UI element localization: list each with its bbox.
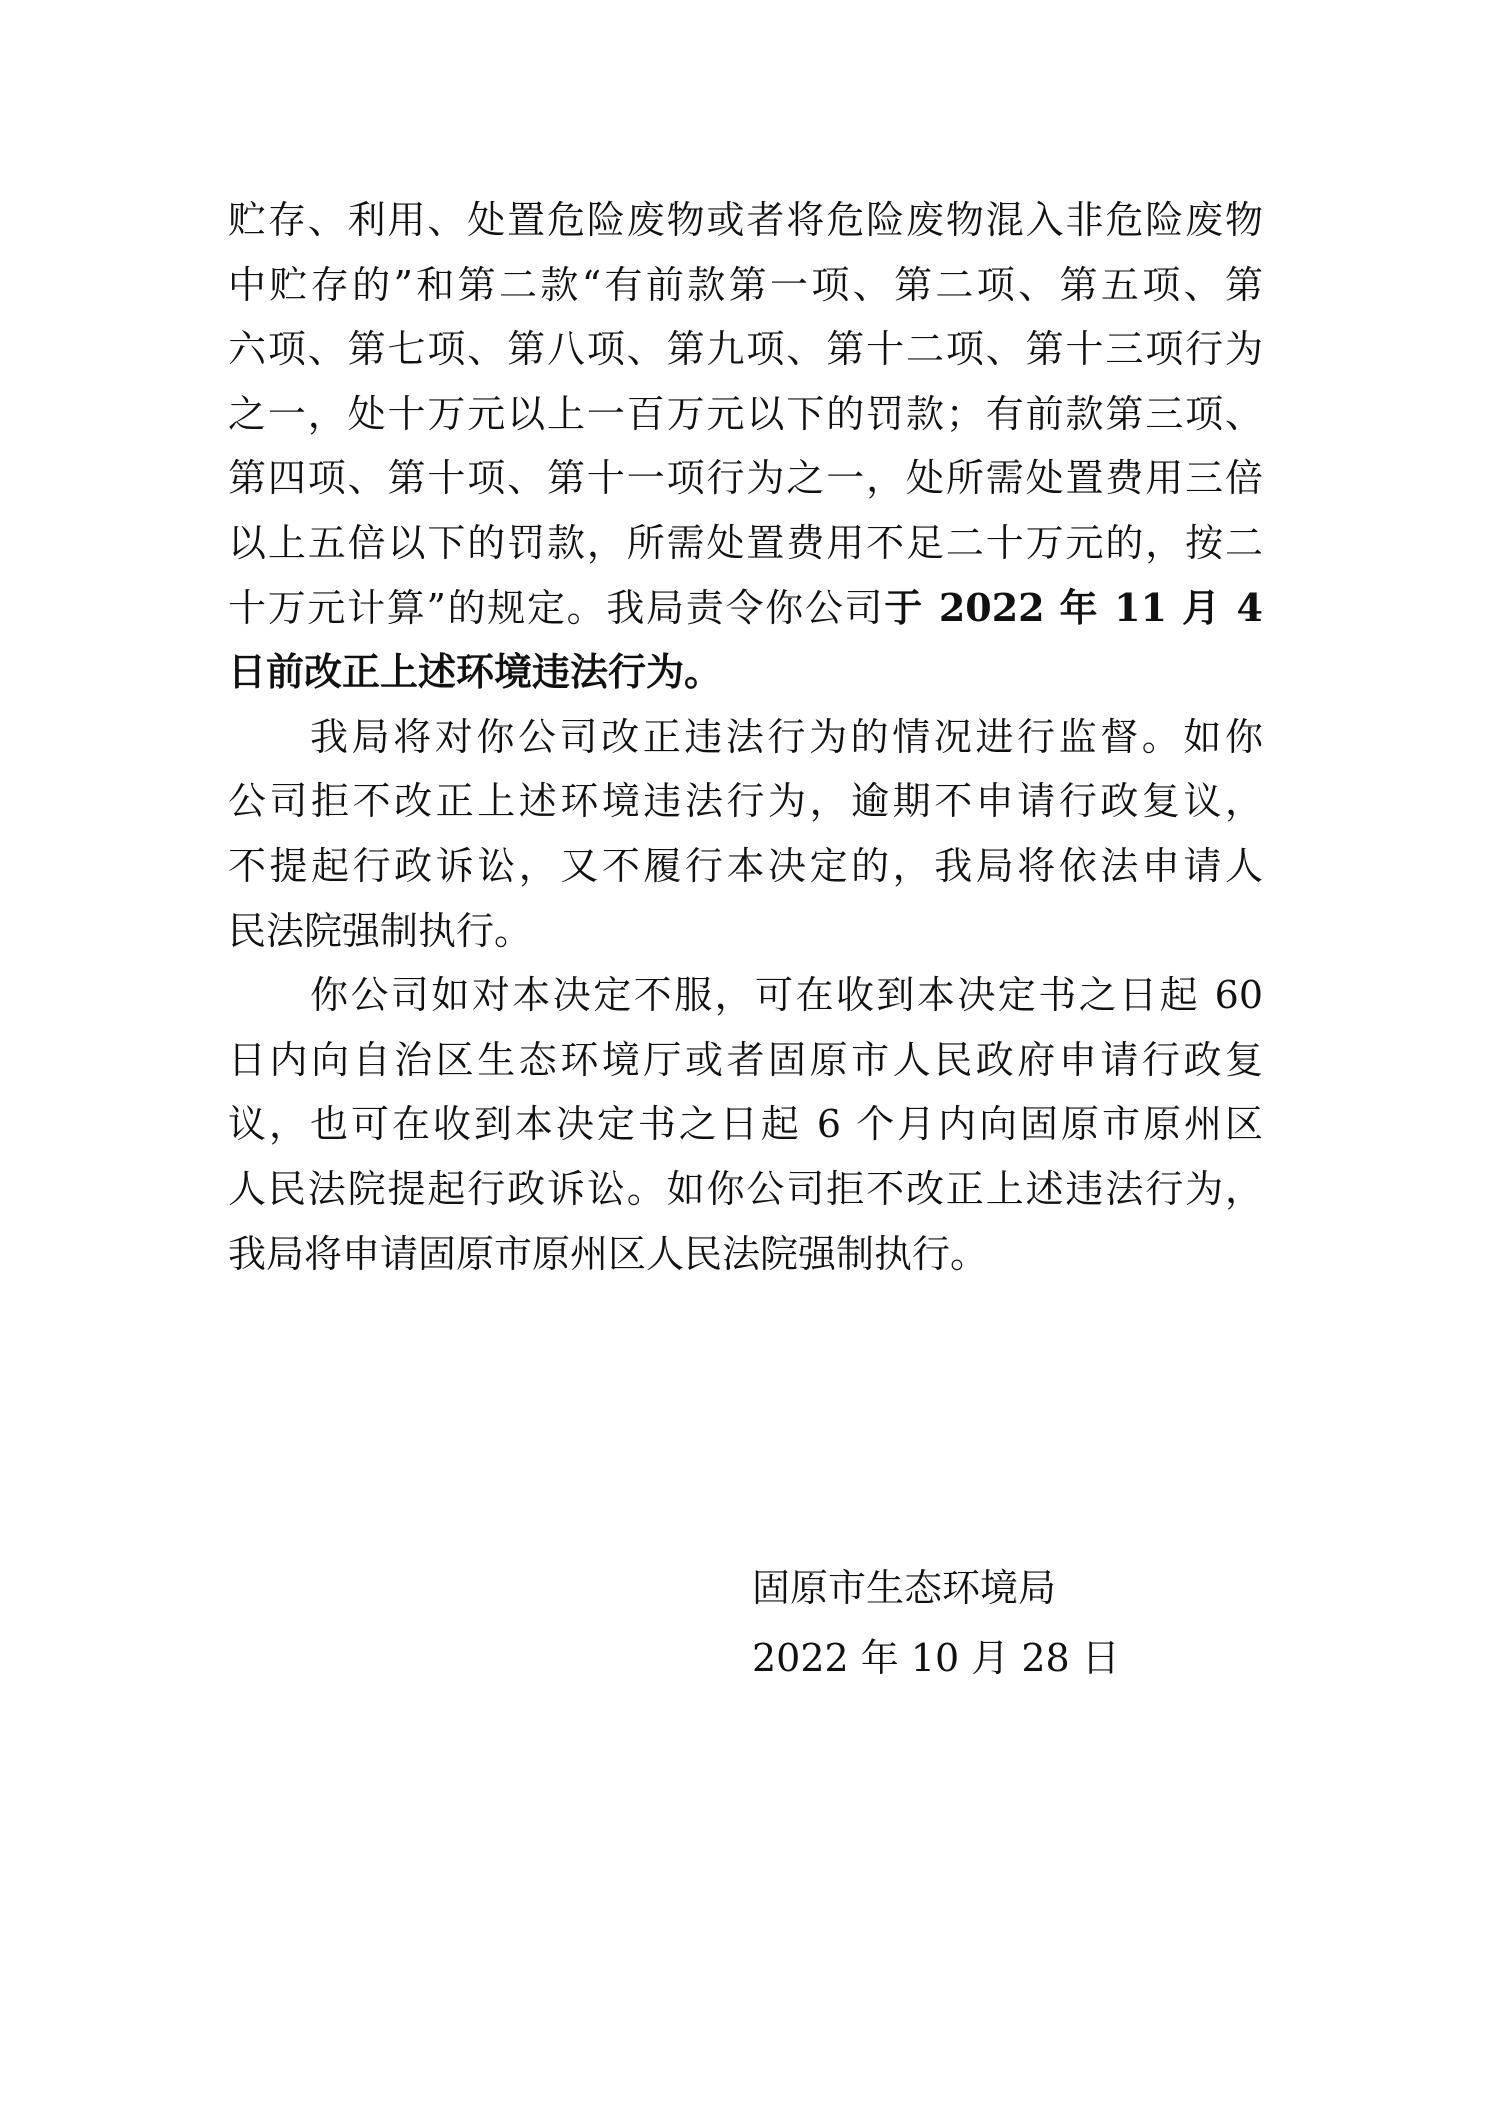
text-segment: 十万元计算”的规定。我局责令你公司 [228,585,885,630]
text-line: 民法院强制执行。 [228,908,533,953]
text-line: 我局将申请固原市原州区人民法院强制执行。 [228,1231,989,1276]
deadline-text: 日前改正上述环境违法行为。 [228,649,723,695]
text-line: 公司拒不改正上述环境违法行为，逾期不申请行政复议， [228,779,1263,824]
text-line: 议，也可在收到本决定书之日起 6 个月内向固原市原州区 [228,1102,1263,1147]
text-line: 之一，处十万元以上一百万元以下的罚款；有前款第三项、 [228,391,1263,436]
paragraph-start: 你公司如对本决定不服，可在收到本决定书之日起 60 [310,973,1263,1018]
text-line: 不提起行政诉讼，又不履行本决定的，我局将依法申请人 [228,843,1263,888]
issuing-organization: 固原市生态环境局 [752,1566,1057,1610]
text-line: 第四项、第十项、第十一项行为之一，处所需处置费用三倍 [228,456,1263,501]
text-line: 六项、第七项、第八项、第九项、第十二项、第十三项行为 [228,327,1263,372]
paragraph-start: 我局将对你公司改正违法行为的情况进行监督。如你 [310,714,1263,759]
issue-date: 2022 年 10 月 28 日 [752,1636,1120,1680]
deadline-text: 于 2022 年 11 月 4 [884,584,1263,630]
text-line: 人民法院提起行政诉讼。如你公司拒不改正上述违法行为， [228,1166,1263,1211]
text-line: 日内向自治区生态环境厅或者固原市人民政府申请行政复 [228,1037,1263,1082]
text-line: 贮存、利用、处置危险废物或者将危险废物混入非危险废物 [228,198,1263,242]
text-line: 以上五倍以下的罚款，所需处置费用不足二十万元的，按二 [228,520,1263,565]
document-body [228,188,1263,1286]
signature-block [752,1553,1172,1693]
text-line-mixed [228,576,1263,641]
text-line: 中贮存的”和第二款“有前款第一项、第二项、第五项、第 [228,262,1263,307]
